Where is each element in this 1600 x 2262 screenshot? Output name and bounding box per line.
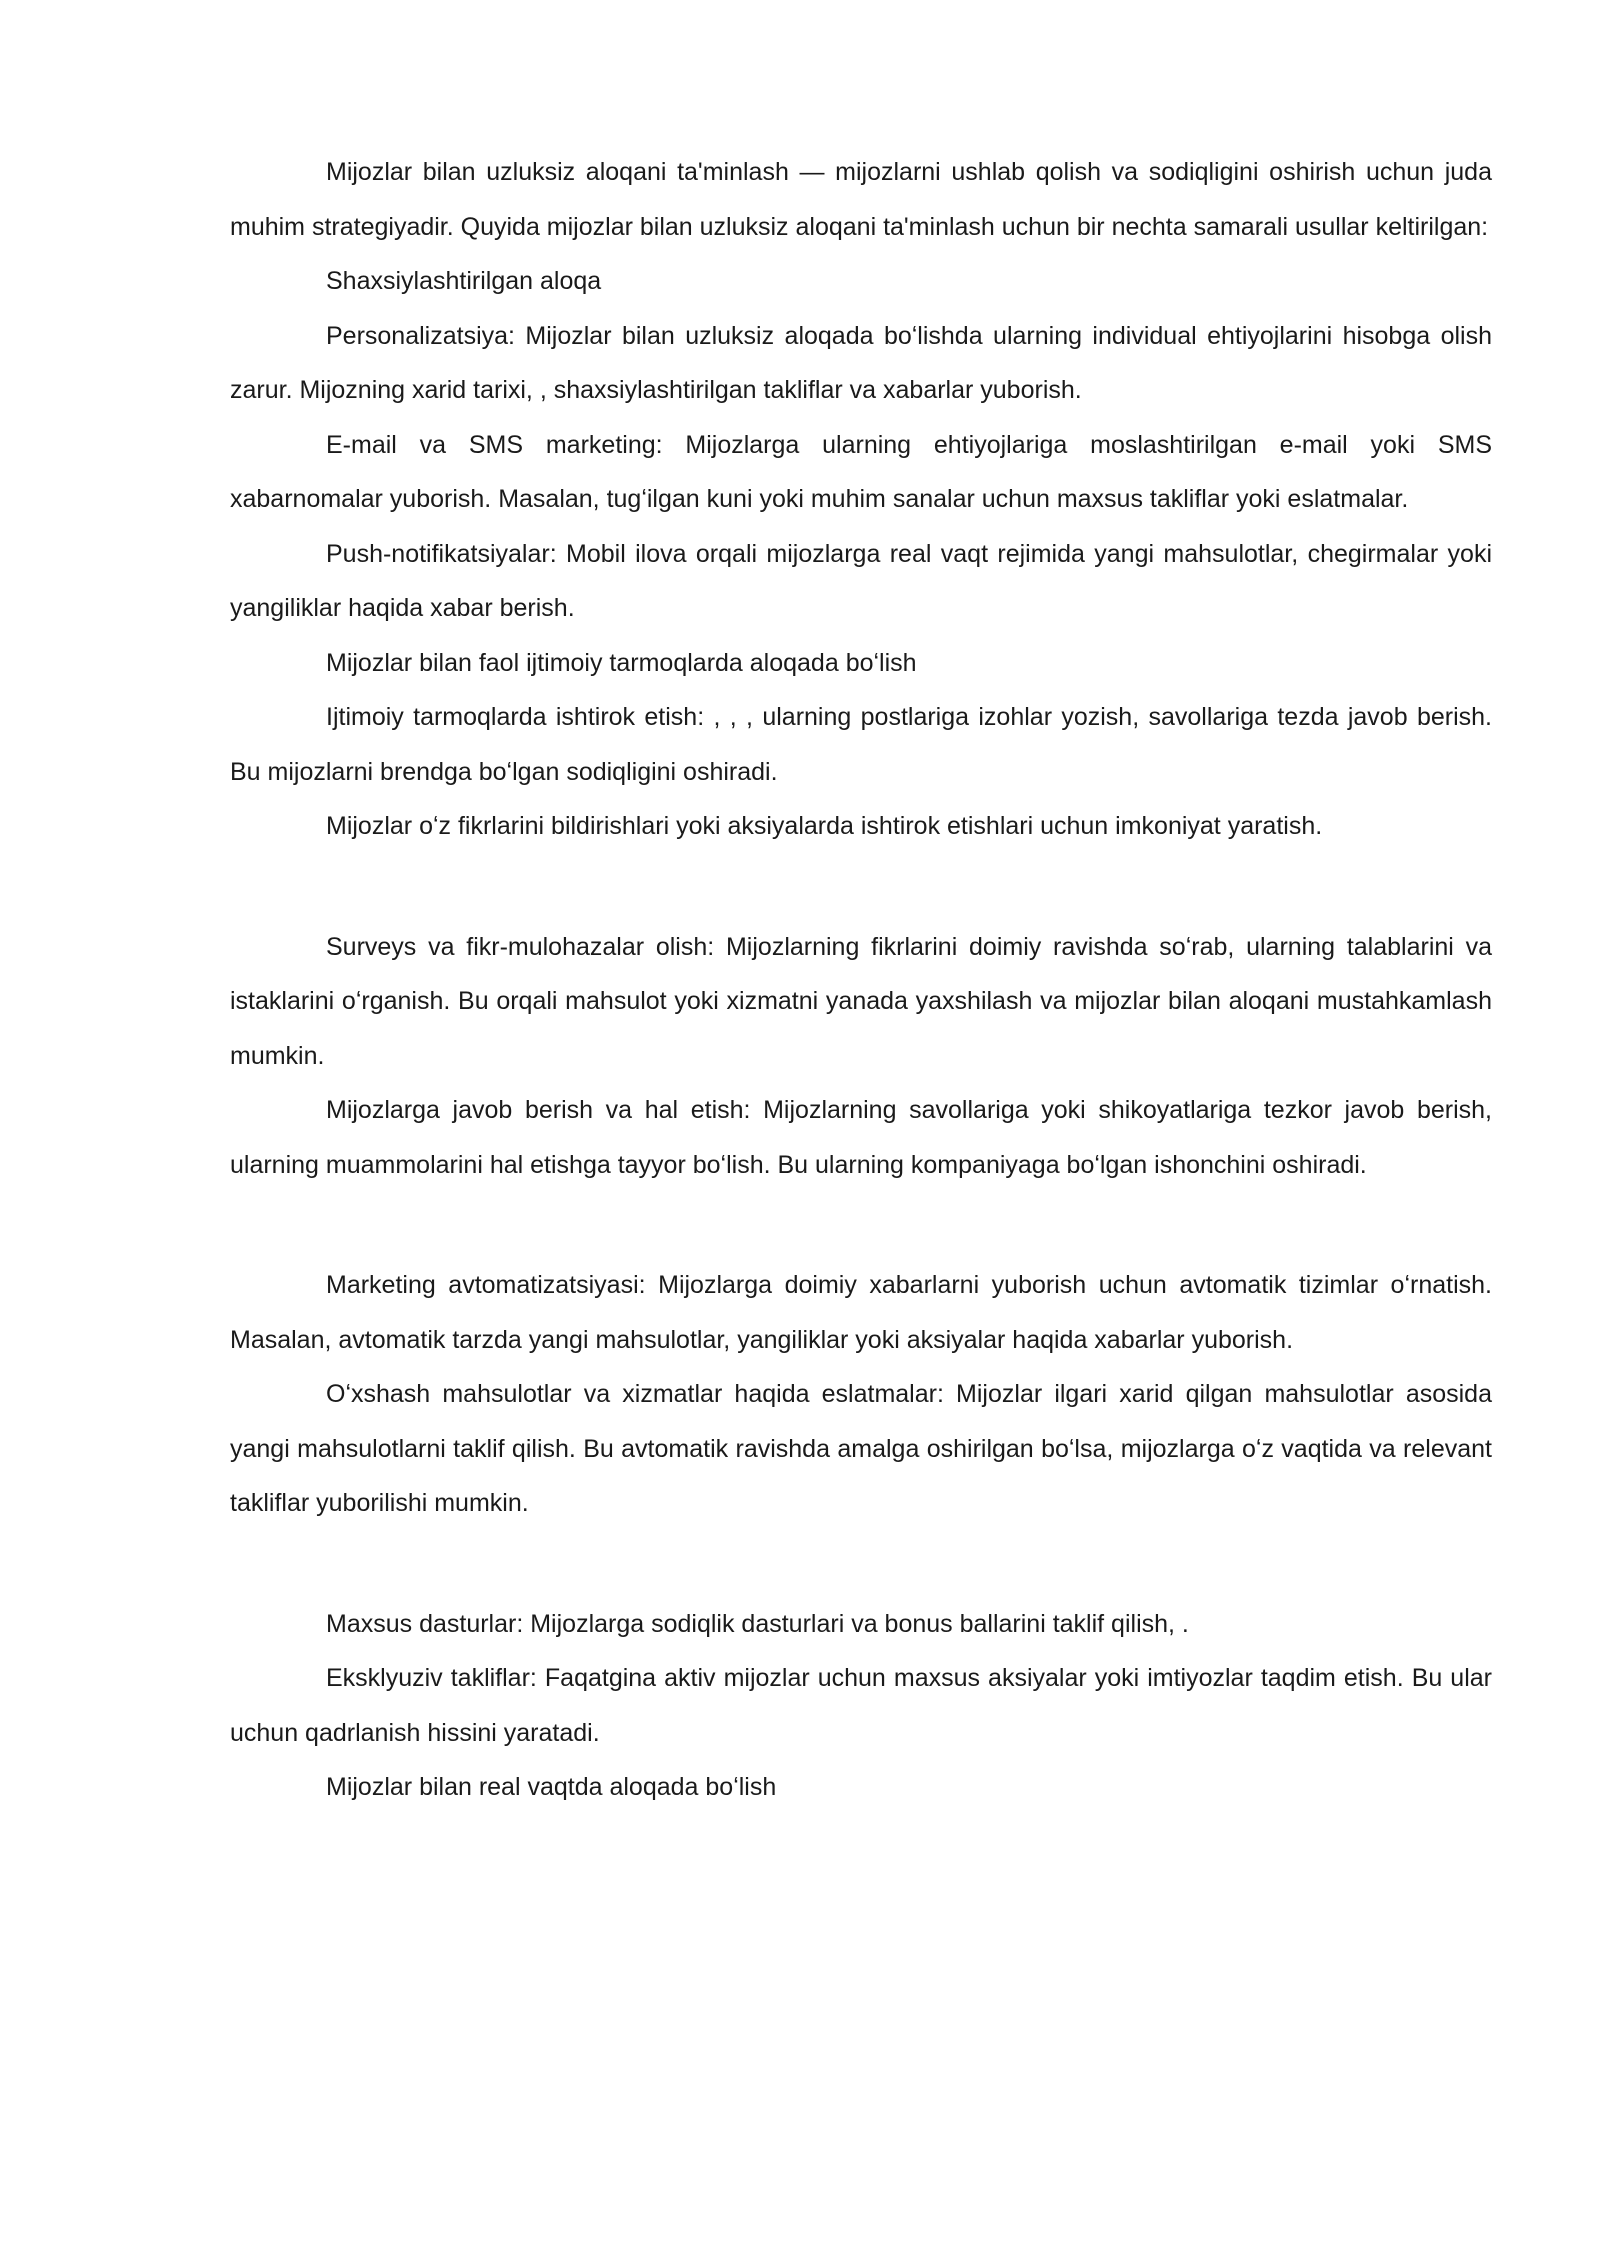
- paragraph-heading-personal-contact: Shaxsiylashtirilgan aloqa: [326, 267, 602, 295]
- paragraph-exclusive-offers: Eksklyuziv takliflar: Faqatgina aktiv mijozlar uchun maxsus aksiyalar yoki imtiyozlar taqdim etish. Bu ular uchun qadrlanish hissini yaratadi.: [230, 1664, 1492, 1747]
- paragraph-gap: [230, 1192, 1492, 1258]
- paragraph-intro: Mijozlar bilan uzluksiz aloqani ta'minlash — mijozlarni ushlab qolish va sodiqligini oshirish uchun juda muhim strategiyadir. Quyida mijozlar bilan uzluksiz aloqani ta'minlash uchun bir nechta samarali usullar keltirilgan:: [230, 158, 1492, 241]
- paragraph-surveys: Surveys va fikr-mulohazalar olish: Mijozlarning fikrlarini doimiy ravishda soʻrab, ularning talablarini va istaklarini oʻrganish. Bu orqali mahsulot yoki xizmatni yanada yaxshilash va mijozlar bilan aloqani mustahkamlash mumkin.: [230, 932, 1492, 1070]
- paragraph-gap: [230, 1531, 1492, 1597]
- paragraph-email-sms: E-mail va SMS marketing: Mijozlarga ularning ehtiyojlariga moslashtirilgan e-mail yoki SMS xabarnomalar yuborish. Masalan, tugʻilgan kuni yoki muhim sanalar uchun maxsus takliflar yoki eslatmalar.: [230, 430, 1492, 513]
- paragraph-gap: [230, 854, 1492, 920]
- paragraph-reminders: Oʻxshash mahsulotlar va xizmatlar haqida eslatmalar: Mijozlar ilgari xarid qilgan mahsulotlar asosida yangi mahsulotlarni taklif qilish. Bu avtomatik ravishda amalga oshirilgan boʻlsa, mijozlarga oʻz vaqtida va relevant takliflar yuborilishi mumkin.: [230, 1380, 1492, 1517]
- paragraph-push-notifications: Push-notifikatsiyalar: Mobil ilova orqali mijozlarga real vaqt rejimida yangi mahsulotlar, chegirmalar yoki yangiliklar haqida xabar berish.: [230, 539, 1492, 622]
- paragraph-heading-realtime: Mijozlar bilan real vaqtda aloqada boʻlish: [326, 1773, 777, 1801]
- paragraph-responding: Mijozlarga javob berish va hal etish: Mijozlarning savollariga yoki shikoyatlariga tezkor javob berish, ularning muammolarini hal etishga tayyor boʻlish. Bu ularning kompaniyaga boʻlgan ishonchini oshiradi.: [230, 1096, 1492, 1179]
- paragraph-special-programs: Maxsus dasturlar: Mijozlarga sodiqlik dasturlari va bonus ballarini taklif qilish, .: [326, 1609, 1189, 1638]
- paragraph-automation: Marketing avtomatizatsiyasi: Mijozlarga doimiy xabarlarni yuborish uchun avtomatik tizimlar oʻrnatish. Masalan, avtomatik tarzda yangi mahsulotlar, yangiliklar yoki aksiyalar haqida xabarlar yuborish.: [230, 1271, 1492, 1354]
- paragraph-social-participation: Ijtimoiy tarmoqlarda ishtirok etish: , , , ularning postlariga izohlar yozish, savollariga tezda javob berish. Bu mijozlarni brendga boʻlgan sodiqligini oshiradi.: [230, 703, 1492, 786]
- paragraph-opportunity: Mijozlar oʻz fikrlarini bildirishlari yoki aksiyalarda ishtirok etishlari uchun imkoniyat yaratish.: [326, 812, 1323, 840]
- paragraph-personalization: Personalizatsiya: Mijozlar bilan uzluksiz aloqada boʻlishda ularning individual ehtiyojlarini hisobga olish zarur. Mijozning xarid tarixi, , shaxsiylashtirilgan takliflar va xabarlar yuborish.: [230, 321, 1492, 404]
- document-page: [230, 145, 1492, 1815]
- paragraph-heading-social: Mijozlar bilan faol ijtimoiy tarmoqlarda aloqada boʻlish: [326, 648, 917, 677]
